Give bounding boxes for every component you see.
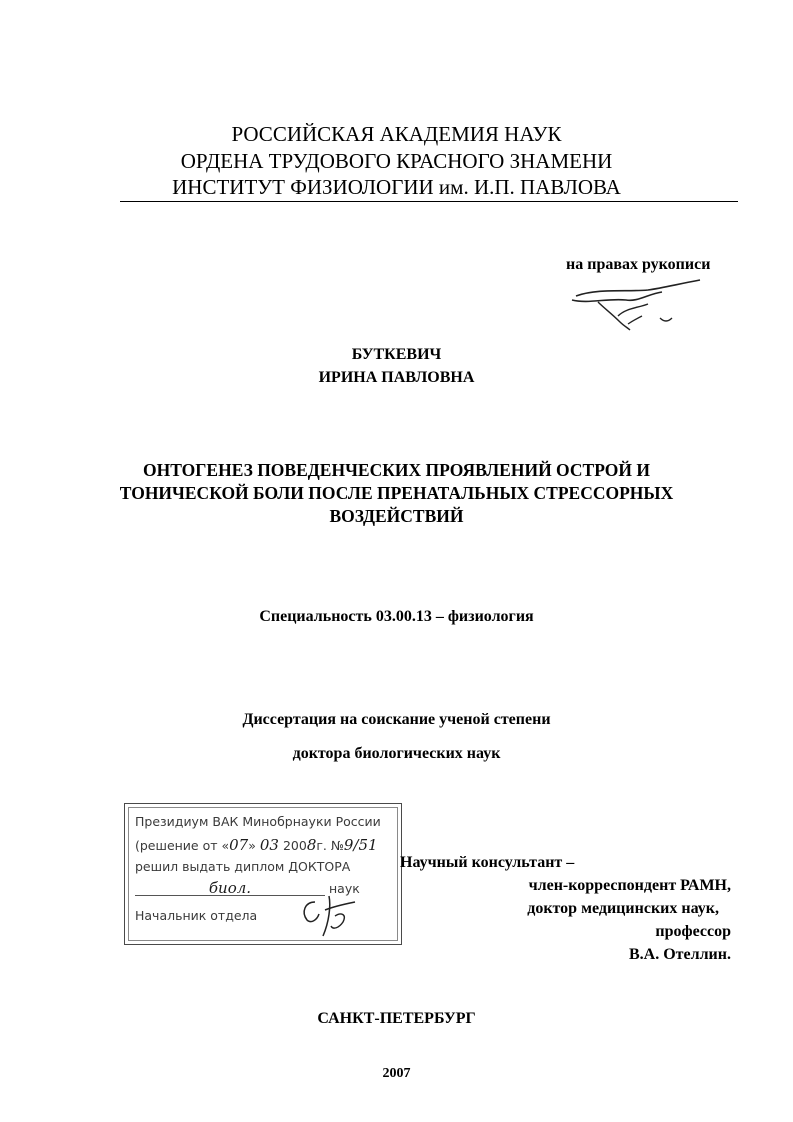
author-signature (568, 278, 708, 340)
consultant-line-2: доктор медицинских наук, (527, 900, 719, 917)
dissertation-line-2: доктора биологических наук (292, 745, 501, 762)
stamp-number-prefix: г. № (316, 838, 344, 853)
stamp-decision-prefix: (решение от « (135, 838, 230, 853)
year: 2007 (382, 1066, 411, 1081)
title-line-1: ОНТОГЕНЕЗ ПОВЕДЕНЧЕСКИХ ПРОЯВЛЕНИЙ ОСТРОЙ И (143, 460, 650, 480)
consultant-role: Научный консультант – (400, 854, 575, 871)
institution-line-2: ОРДЕНА ТРУДОВОГО КРАСНОГО ЗНАМЕНИ (180, 149, 613, 173)
specialty: Специальность 03.00.13 – физиология (259, 608, 534, 625)
dissertation-line-1: Диссертация на соискание ученой степени (242, 711, 551, 728)
stamp-line-1: Президиум ВАК Минобрнауки России (135, 814, 381, 829)
city: САНКТ-ПЕТЕРБУРГ (317, 1010, 476, 1027)
author-surname: БУТКЕВИЧ (351, 346, 442, 363)
stamp-day: 07 (229, 836, 249, 854)
stamp-year-digit: 8 (306, 836, 317, 854)
stamp-month: 03 (259, 836, 279, 854)
consultant-line-1: член-корреспондент РАМН, (528, 877, 731, 894)
stamp-number: 9/51 (343, 836, 378, 854)
institution-line-3: ИНСТИТУТ ФИЗИОЛОГИИ им. И.П. ПАВЛОВА (172, 175, 621, 199)
stamp-year-prefix: 200 (282, 838, 307, 853)
consultant-name: В.А. Отеллин. (628, 946, 731, 963)
title-line-3: ВОЗДЕЙСТВИЙ (329, 506, 464, 526)
stamp-field: биол. (135, 881, 325, 896)
stamp-signature (295, 892, 365, 940)
title-line-2: ТОНИЧЕСКОЙ БОЛИ ПОСЛЕ ПРЕНАТАЛЬНЫХ СТРЕССОРНЫХ (119, 483, 674, 503)
stamp-line-3: решил выдать диплом ДОКТОРА (135, 859, 351, 874)
header-rule (120, 201, 738, 202)
stamp-mid: » (248, 838, 256, 853)
stamp-line-4-suffix: наук (328, 881, 360, 896)
stamp-line-5: Начальник отдела (135, 908, 258, 923)
stamp-line-2 (135, 836, 378, 854)
author-name: ИРИНА ПАВЛОВНА (318, 369, 475, 386)
consultant-line-3: профессор (655, 923, 731, 940)
vak-stamp (124, 803, 402, 945)
rights-note: на правах рукописи (566, 256, 711, 273)
institution-line-1: РОССИЙСКАЯ АКАДЕМИЯ НАУК (231, 122, 562, 146)
